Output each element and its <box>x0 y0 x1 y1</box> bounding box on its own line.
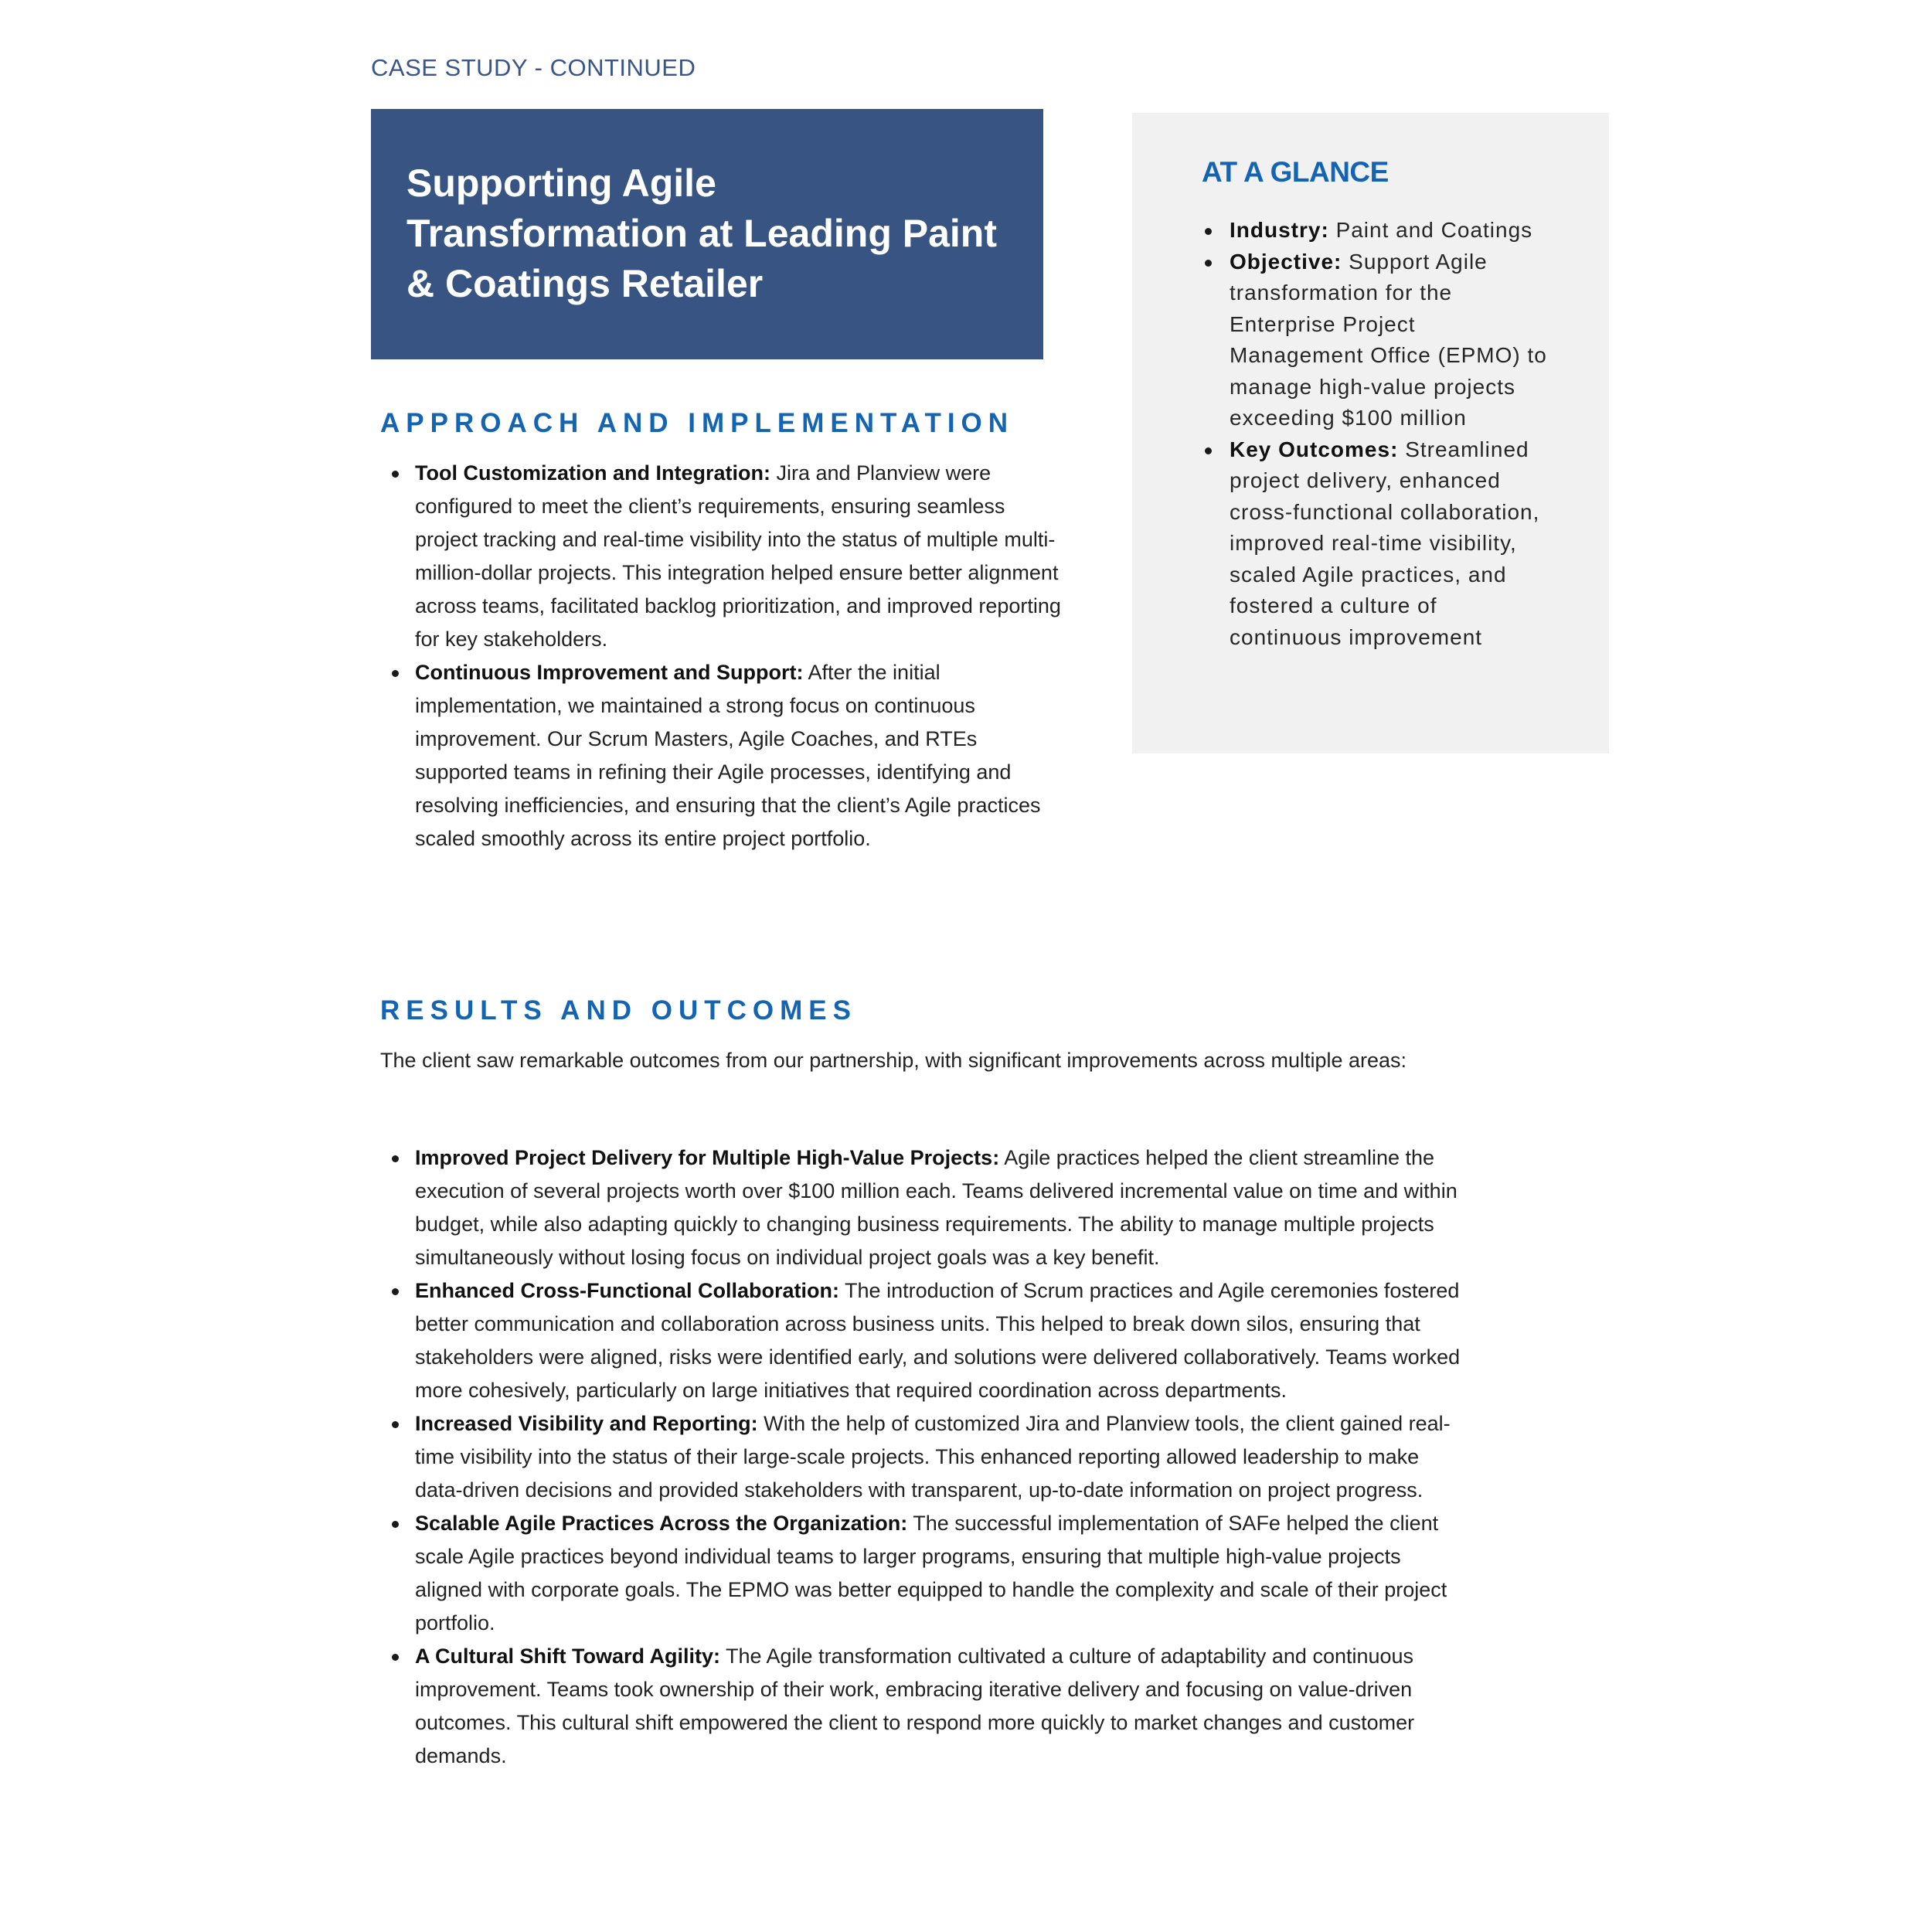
list-item-text: The introduction of Scrum practices and Agile ceremonies fostered better communication and collaboration across business units. This helped to break down silos, ensuring that stakeholders were aligned, risks were identified early, and solutions were delivered collaboratively. Teams worked more cohesively, particularly on large initiatives that required coordination across departments. <box>415 1279 1461 1402</box>
at-a-glance-heading: AT A GLANCE <box>1202 156 1389 188</box>
glance-item-label: Key Outcomes: <box>1230 437 1399 461</box>
glance-item-industry <box>1230 215 1555 247</box>
results-intro: The client saw remarkable outcomes from our partnership, with significant improvements across multiple areas: <box>380 1049 1407 1072</box>
glance-item-text: Support Agile transformation for the Enterprise Project Management Office (EPMO) to manage high-value projects exceeding $100 million <box>1230 249 1547 430</box>
list-item-label: Tool Customization and Integration: <box>415 461 770 485</box>
list-item-text: With the help of customized Jira and Planview tools, the client gained real-time visibility into the status of their large-scale projects. This enhanced reporting allowed leadership to make data-driven decisions and provided stakeholders with transparent, up-to-date information on project progress. <box>415 1412 1451 1502</box>
results-list <box>415 1141 1461 1773</box>
glance-item-label: Industry: <box>1230 218 1329 242</box>
at-a-glance-panel <box>1132 113 1609 753</box>
glance-item-label: Objective: <box>1230 249 1342 274</box>
page-title: Supporting Agile Transformation at Leading Paint & Coatings Retailer <box>406 162 997 305</box>
list-item-label: Enhanced Cross-Functional Collaboration: <box>415 1279 840 1302</box>
list-item-text: Agile practices helped the client streamline the execution of several projects worth over $100 million each. Teams delivered incremental value on time and within budget, while also adapting quickly to changing business requirements. The ability to manage multiple projects simultaneously without losing focus on individual project goals was a key benefit. <box>415 1146 1458 1269</box>
list-item <box>415 1141 1461 1274</box>
list-item-label: Increased Visibility and Reporting: <box>415 1412 758 1435</box>
list-item <box>415 1507 1461 1640</box>
list-item-label: Continuous Improvement and Support: <box>415 661 804 684</box>
list-item <box>415 1274 1461 1407</box>
title-banner <box>371 109 1043 359</box>
approach-list <box>415 457 1069 855</box>
glance-item-key-outcomes <box>1230 434 1555 654</box>
list-item-text: After the initial implementation, we maintained a strong focus on continuous improvement. Our Scrum Masters, Agile Coaches, and RTEs supported teams in refining their Agile processes, identifying and resolving inefficiencies, and ensuring that the client’s Agile practices scaled smoothly across its entire project portfolio. <box>415 661 1041 850</box>
list-item-label: A Cultural Shift Toward Agility: <box>415 1645 720 1668</box>
list-item <box>415 457 1069 656</box>
glance-item-text: Streamlined project delivery, enhanced cross-functional collaboration, improved real-time visibility, scaled Agile practices, and fostered a culture of continuous improvement <box>1230 437 1540 649</box>
glance-item-text: Paint and Coatings <box>1335 218 1533 242</box>
list-item-text: Jira and Planview were configured to meet the client’s requirements, ensuring seamless project tracking and real-time visibility into the status of multiple multi-million-dollar projects. This integration helped ensure better alignment across teams, facilitated backlog prioritization, and improved reporting for key stakeholders. <box>415 461 1061 651</box>
results-heading: RESULTS AND OUTCOMES <box>380 995 857 1026</box>
list-item-label: Improved Project Delivery for Multiple High-Value Projects: <box>415 1146 1000 1169</box>
glance-item-objective <box>1230 247 1555 434</box>
list-item-text: The successful implementation of SAFe helped the client scale Agile practices beyond individual teams to larger programs, ensuring that multiple high-value projects aligned with corporate goals. The EPMO was better equipped to handle the complexity and scale of their project portfolio. <box>415 1512 1447 1634</box>
list-item-label: Scalable Agile Practices Across the Organization: <box>415 1512 908 1535</box>
eyebrow-label: CASE STUDY - CONTINUED <box>371 54 696 81</box>
list-item <box>415 1407 1461 1507</box>
list-item <box>415 1640 1461 1773</box>
list-item-text: The Agile transformation cultivated a culture of adaptability and continuous improvement. Teams took ownership of their work, embracing iterative delivery and focusing on value-driven outcomes. This cultural shift empowered the client to respond more quickly to market changes and customer demands. <box>415 1645 1415 1767</box>
list-item <box>415 656 1069 855</box>
approach-heading: APPROACH AND IMPLEMENTATION <box>380 408 1015 438</box>
at-a-glance-list <box>1202 215 1555 653</box>
